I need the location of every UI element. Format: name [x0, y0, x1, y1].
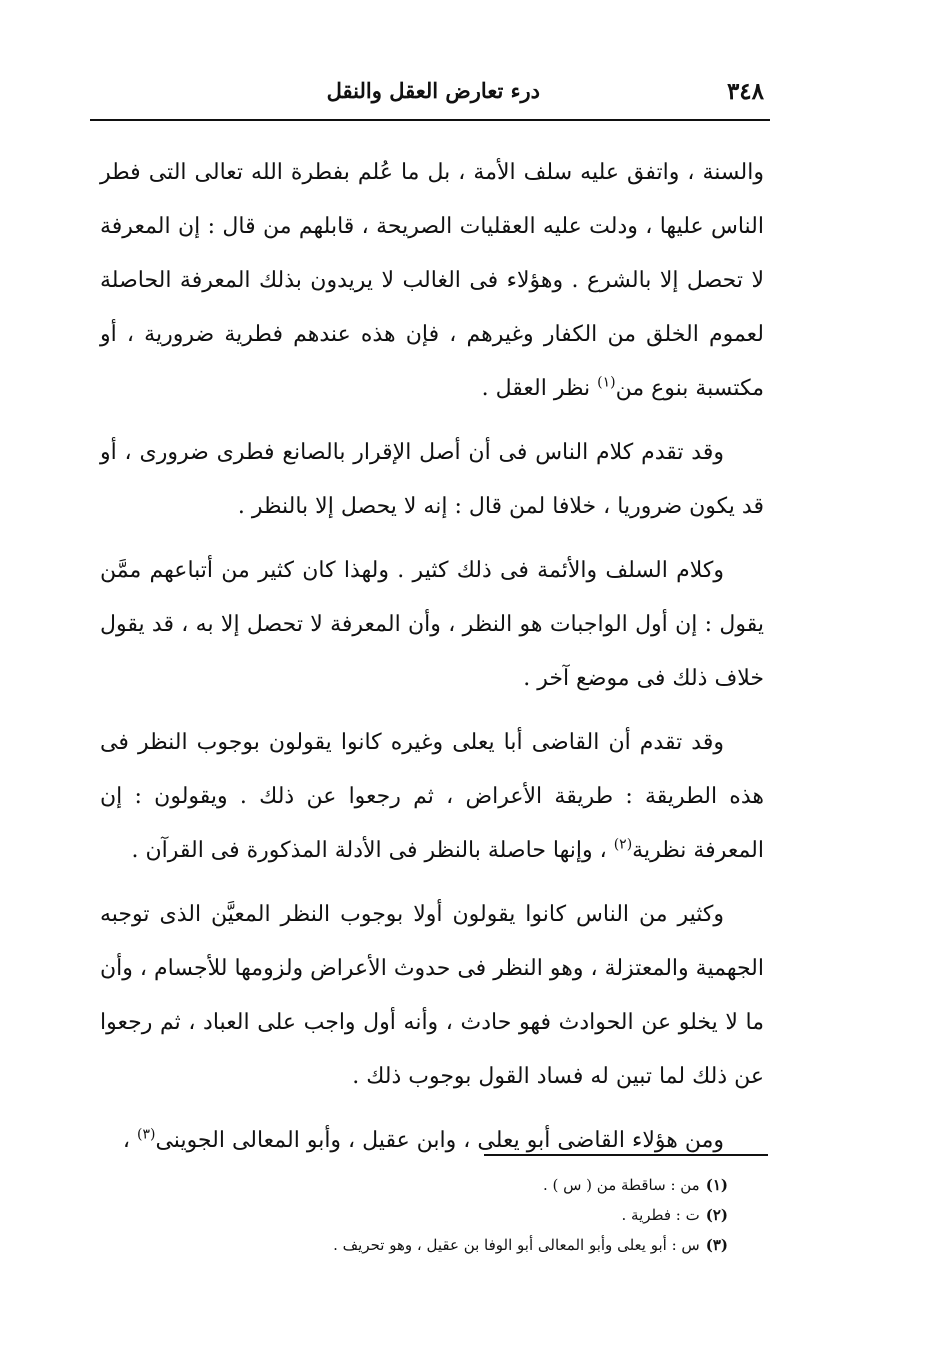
running-title: درء تعارض العقل والنقل [326, 78, 540, 103]
paragraph [100, 1114, 764, 1168]
paragraph [100, 544, 764, 706]
footnote-text: س : أبو يعلى وأبو المعالى أبو الوفا بن عقيل ، وهو تحريف . [333, 1236, 700, 1254]
paragraph-text: ومن هؤلاء القاضى أبو يعلى ، وابن عقيل ، وأبو المعالى الجوينى [155, 1128, 724, 1153]
paragraph [100, 716, 764, 878]
footnote-reference: (١) [597, 374, 616, 391]
footnote-reference: (٢) [613, 836, 633, 853]
paragraph-text-continued: ، [122, 1128, 137, 1153]
footnote-number: (١) [705, 1176, 728, 1194]
main-text [100, 146, 764, 1168]
paragraph-text: والسنة ، واتفق عليه سلف الأمة ، بل ما عُلم بفطرة الله تعالى التى فطر الناس عليها ، ودلت عليه العقليات الصريحة ، قابلهم من قال : إن المعرفة لا تحصل إلا بالشرع . وهؤلاء فى الغالب لا يريدون بذلك المعرفة الحاصلة لعموم الخلق من الكفار وغيرهم ، فإن هذه عندهم فطرية ضرورية ، أو مكتسبة بنوع من [100, 160, 764, 401]
page-header [92, 70, 768, 118]
footnotes [250, 1170, 728, 1260]
footnote-text: ت : فطرية . [621, 1206, 700, 1224]
paragraph-text: وقد تقدم كلام الناس فى أن أصل الإقرار بالصانع فطرى ضرورى ، أو قد يكون ضروريا ، خلافا لمن قال : إنه لا يحصل إلا بالنظر . [100, 440, 764, 519]
paragraph-text-continued: ، وإنها حاصلة بالنظر فى الأدلة المذكورة فى القرآن . [131, 838, 614, 863]
paragraph-text-continued: نظر العقل . [481, 376, 598, 401]
page-number: ٣٤٨ [726, 78, 764, 105]
footnote [250, 1200, 728, 1230]
paragraph-text: وقد تقدم أن القاضى أبا يعلى وغيره كانوا يقولون بوجوب النظر فى هذه الطريقة : طريقة الأعراض ، ثم رجعوا عن ذلك . ويقولون : إن المعرفة نظرية [100, 730, 764, 863]
footnote-text: من : ساقطة من ( س ) . [542, 1176, 700, 1194]
paragraph [100, 426, 764, 534]
paragraph-text: وكثير من الناس كانوا يقولون أولا بوجوب النظر المعيَّن الذى توجبه الجهمية والمعتزلة ، وهو النظر فى حدوث الأعراض ولزومها للأجسام ، وأن ما لا يخلو عن الحوادث فهو حادث ، وأنه أول واجب على العباد ، ثم رجعوا عن ذلك لما تبين له فساد القول بوجوب ذلك . [100, 902, 764, 1089]
paragraph [100, 888, 764, 1104]
footnote-rule [484, 1154, 768, 1156]
paragraph-text: وكلام السلف والأئمة فى ذلك كثير . ولهذا كان كثير من أتباعهم ممَّن يقول : إن أول الواجبات هو النظر ، وأن المعرفة لا تحصل إلا به ، قد يقول خلاف ذلك فى موضع آخر . [100, 558, 764, 691]
footnote [250, 1170, 728, 1200]
footnote [250, 1230, 728, 1260]
footnote-number: (٢) [705, 1206, 728, 1224]
footnote-number: (٣) [705, 1236, 728, 1254]
paragraph [100, 146, 764, 416]
header-rule [90, 119, 770, 121]
footnote-reference: (٣) [137, 1126, 156, 1143]
